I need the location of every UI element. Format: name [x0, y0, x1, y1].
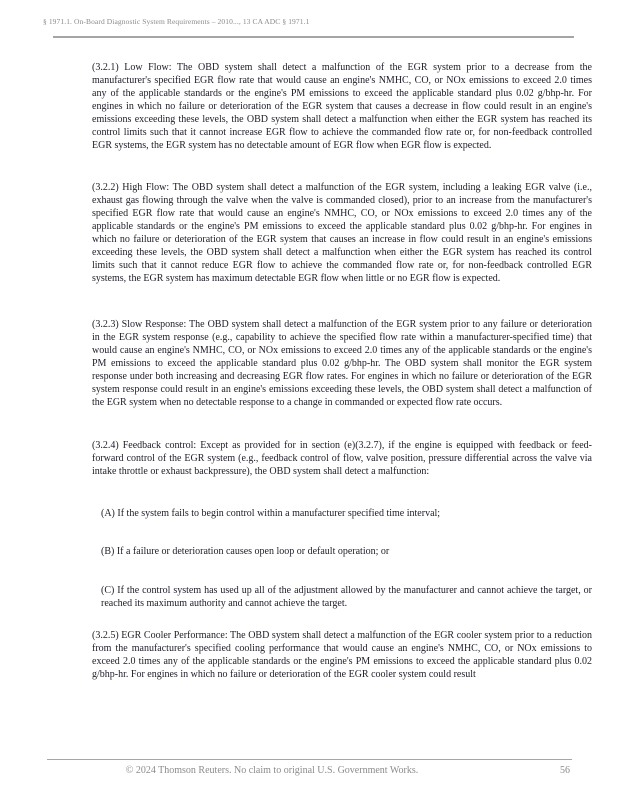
- regulation-subitem-a: (A) If the system fails to begin control within a manufacturer specified time interval;: [101, 508, 441, 519]
- regulation-paragraph-3-2-5: (3.2.5) EGR Cooler Performance: The OBD system shall detect a malfunction of the EGR cooler system prior to a reduction from the manufacturer's specified cooling performance that would cause an engine's NMHC, CO, or NOx emissions to exceed 2.0 times any of the applicable standards or the engine's PM emissions to exceed the applicable standard plus 0.02 g/bhp-hr. For engines in which no failure or deterioration of the EGR cooler system could result: [92, 630, 592, 680]
- footer-divider: [47, 759, 572, 760]
- regulation-paragraph-3-2-3: (3.2.3) Slow Response: The OBD system shall detect a malfunction of the EGR system prior to any failure or deterioration in the EGR system response (e.g., capability to achieve the specified flow rate within a manufacturer-specified time) that would cause an engine's NMHC, CO, or NOx emissions to exceed 2.0 times any of the applicable standards or the engine's PM emissions to exceed the applicable standard plus 0.02 g/bhp-hr. The OBD system shall monitor the EGR system response under both increasing and decreasing EGR flow rates. For engines in which no failure or deterioration of the EGR system response could result in an engine's emissions exceeding these levels, the OBD system shall detect a malfunction of the EGR system when no detectable response to a change in commanded or expected flow rate occurs.: [92, 319, 592, 408]
- regulation-paragraph-3-2-1: (3.2.1) Low Flow: The OBD system shall detect a malfunction of the EGR system prior to a decrease from the manufacturer's specified EGR flow rate that would cause an engine's NMHC, CO, or NOx emissions to exceed 2.0 times any of the applicable standards or the engine's PM emissions to exceed the applicable standard plus 0.02 g/bhp-hr. For engines in which no failure or deterioration of the EGR system that causes a decrease in flow could result in an engine's emissions exceeding these levels, the OBD system shall detect a malfunction when either the EGR system has reached its control limits such that it cannot increase EGR flow to achieve the commanded flow rate or, for non-feedback controlled EGR systems, the EGR system has no detectable amount of EGR flow when EGR flow is expected.: [92, 62, 592, 151]
- regulation-subitem-b: (B) If a failure or deterioration causes open loop or default operation; or: [101, 546, 390, 557]
- regulation-subitem-c: (C) If the control system has used up all of the adjustment allowed by the manufacturer and cannot achieve the target, or reached its maximum authority and cannot achieve the target.: [101, 585, 592, 609]
- document-body: [92, 61, 592, 681]
- regulation-paragraph-3-2-2: (3.2.2) High Flow: The OBD system shall detect a malfunction of the EGR system, including a leaking EGR valve (i.e., exhaust gas flowing through the valve when the valve is commanded closed), prior to an increase from the manufacturer's specified EGR flow rate that would cause an engine's NMHC, CO, or NOx emissions to exceed 2.0 times any of the applicable standards or the engine's PM emissions to exceed the applicable standard plus 0.02 g/bhp-hr. For engines in which no failure or deterioration of the EGR system that causes an increase in flow could result in an engine's emissions exceeding these levels, the OBD system shall detect a malfunction when either the EGR system has reached its control limits such that it cannot reduce EGR flow to achieve the commanded flow rate or, for non-feedback controlled EGR systems, the EGR system has maximum detectable EGR flow when little or no EGR flow is expected.: [92, 182, 592, 284]
- footer-page-number: 56: [560, 765, 570, 776]
- regulation-paragraph-3-2-4: (3.2.4) Feedback control: Except as provided for in section (e)(3.2.7), if the engine is equipped with feedback or feed-forward control of the EGR system (e.g., feedback control of flow, valve position, pressure differential across the valve via intake throttle or exhaust backpressure), the OBD system shall detect a malfunction:: [92, 440, 592, 477]
- running-header: § 1971.1. On-Board Diagnostic System Requirements – 2010..., 13 CA ADC § 1971.1: [43, 17, 310, 26]
- header-divider: [53, 36, 574, 38]
- footer-copyright: © 2024 Thomson Reuters. No claim to original U.S. Government Works.: [125, 765, 419, 776]
